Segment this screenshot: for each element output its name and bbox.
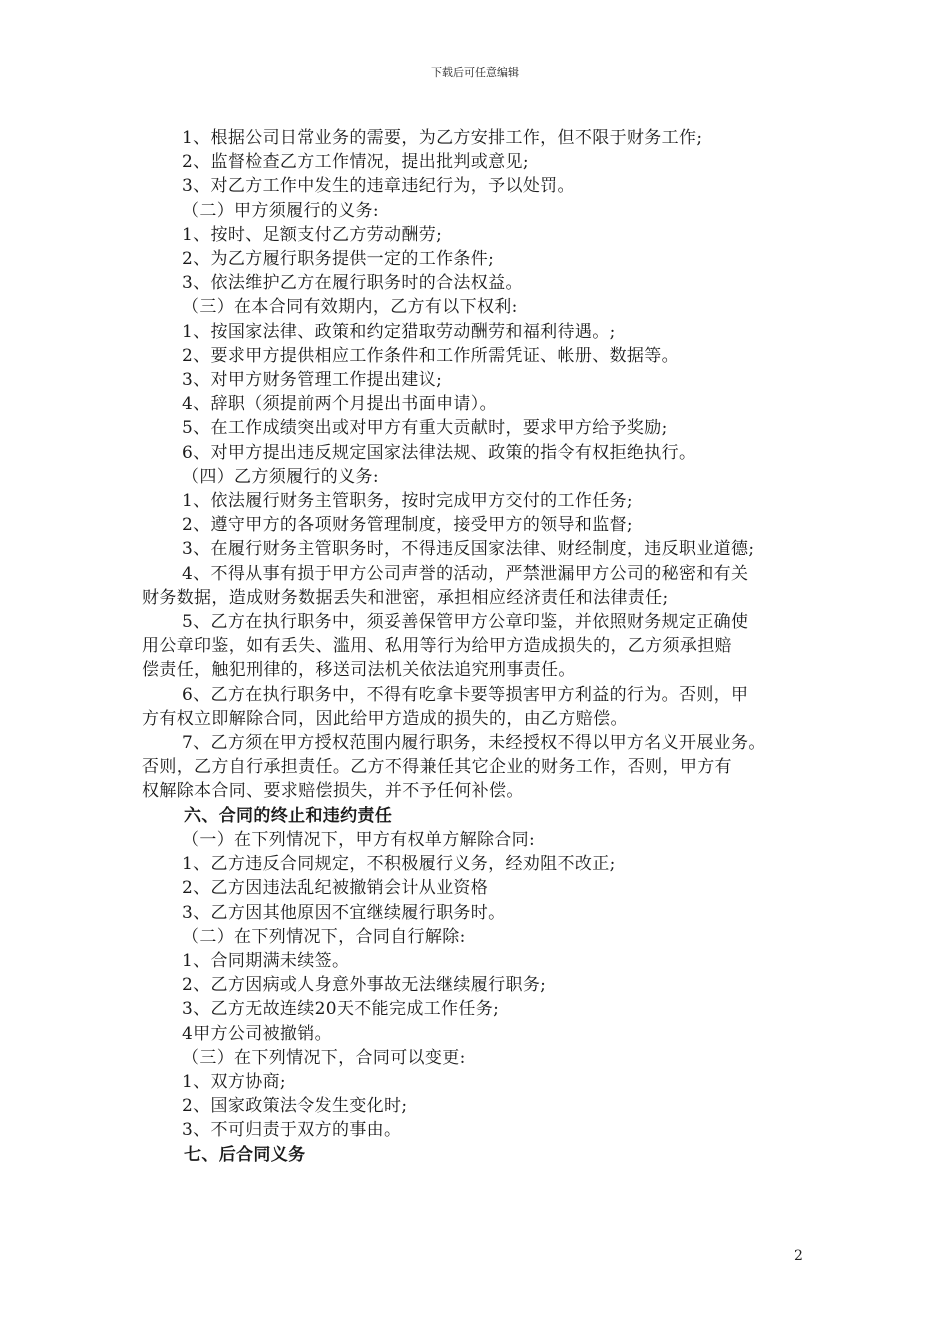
paragraph-line: 2、乙方因病或人身意外事故无法继续履行职务;	[182, 975, 547, 996]
paragraph-line: 2、遵守甲方的各项财务管理制度，接受甲方的领导和监督;	[182, 515, 633, 536]
section-subheading: （四）乙方须履行的义务:	[182, 466, 379, 487]
paragraph-line: 3、在履行财务主管职务时，不得违反国家法律、财经制度，违反职业道德;	[182, 539, 755, 560]
paragraph-line: 7、乙方须在甲方授权范围内履行职务，未经授权不得以甲方名义开展业务。	[182, 733, 766, 754]
paragraph-line: 2、国家政策法令发生变化时;	[182, 1096, 408, 1117]
paragraph-line: 用公章印鉴，如有丢失、滥用、私用等行为给甲方造成损失的，乙方须承担赔	[142, 636, 732, 657]
paragraph-line: 偿责任，触犯刑律的，移送司法机关依法追究刑事责任。	[142, 660, 576, 681]
page-header: 下载后可任意编辑	[431, 66, 519, 79]
paragraph-line: 1、按国家法律、政策和约定猎取劳动酬劳和福利待遇。;	[182, 321, 616, 342]
section-heading: 七、后合同义务	[184, 1144, 306, 1165]
document-body	[142, 126, 810, 1167]
paragraph-line: 4、辞职（须提前两个月提出书面申请）。	[182, 394, 497, 415]
paragraph-line: 方有权立即解除合同，因此给甲方造成的损失的，由乙方赔偿。	[142, 708, 628, 729]
section-heading: 六、合同的终止和违约责任	[184, 805, 393, 826]
section-subheading: （三）在下列情况下，合同可以变更:	[182, 1047, 466, 1068]
paragraph-line: 1、乙方违反合同规定，不积极履行义务，经劝阻不改正;	[182, 854, 616, 875]
paragraph-line: 否则，乙方自行承担责任。乙方不得兼任其它企业的财务工作，否则，甲方有	[142, 757, 732, 778]
section-subheading: （三）在本合同有效期内，乙方有以下权利:	[182, 297, 518, 318]
paragraph-line: 权解除本合同、要求赔偿损失，并不予任何补偿。	[142, 781, 524, 802]
paragraph-line: 2、监督检查乙方工作情况，提出批判或意见;	[182, 152, 529, 173]
section-subheading: （一）在下列情况下，甲方有权单方解除合同:	[182, 829, 536, 850]
paragraph-line: 3、对乙方工作中发生的违章违纪行为，予以处罚。	[182, 176, 575, 197]
paragraph-line: 3、乙方因其他原因不宜继续履行职务时。	[182, 902, 506, 923]
paragraph-line: 1、合同期满未续签。	[182, 950, 350, 971]
paragraph-line: 1、根据公司日常业务的需要，为乙方安排工作，但不限于财务工作;	[182, 128, 703, 148]
page-number: 2	[794, 1248, 803, 1264]
section-subheading: （二）甲方须履行的义务:	[182, 200, 379, 221]
paragraph-line: 3、乙方无故连续20天不能完成工作任务;	[182, 999, 500, 1020]
paragraph-line: 1、按时、足额支付乙方劳动酬劳;	[182, 224, 443, 245]
paragraph-line: 4、不得从事有损于甲方公司声誉的活动，严禁泄漏甲方公司的秘密和有关	[182, 563, 749, 584]
paragraph-line: 3、依法维护乙方在履行职务时的合法权益。	[182, 273, 523, 294]
paragraph-line: 财务数据，造成财务数据丢失和泄密，承担相应经济责任和法律责任;	[142, 587, 669, 608]
paragraph-line: 5、在工作成绩突出或对甲方有重大贡献时，要求甲方给予奖励;	[182, 418, 668, 439]
paragraph-line: 3、对甲方财务管理工作提出建议;	[182, 370, 443, 391]
paragraph-line: 1、双方协商;	[182, 1071, 286, 1092]
section-subheading: （二）在下列情况下，合同自行解除:	[182, 926, 466, 947]
paragraph-line: 2、为乙方履行职务提供一定的工作条件;	[182, 249, 495, 270]
paragraph-line: 2、乙方因违法乱纪被撤销会计从业资格	[182, 878, 489, 899]
paragraph-line: 5、乙方在执行职务中，须妥善保管甲方公章印鉴，并依照财务规定正确使	[182, 612, 749, 633]
paragraph-line: 2、要求甲方提供相应工作条件和工作所需凭证、帐册、数据等。	[182, 345, 679, 366]
paragraph-line: 6、乙方在执行职务中，不得有吃拿卡要等损害甲方利益的行为。否则，甲	[182, 684, 749, 705]
paragraph-line: 3、不可归责于双方的事由。	[182, 1120, 402, 1141]
paragraph-line: 4甲方公司被撤销。	[182, 1023, 332, 1044]
paragraph-line: 6、对甲方提出违反规定国家法律法规、政策的指令有权拒绝执行。	[182, 442, 697, 463]
paragraph-line: 1、依法履行财务主管职务，按时完成甲方交付的工作任务;	[182, 491, 633, 512]
